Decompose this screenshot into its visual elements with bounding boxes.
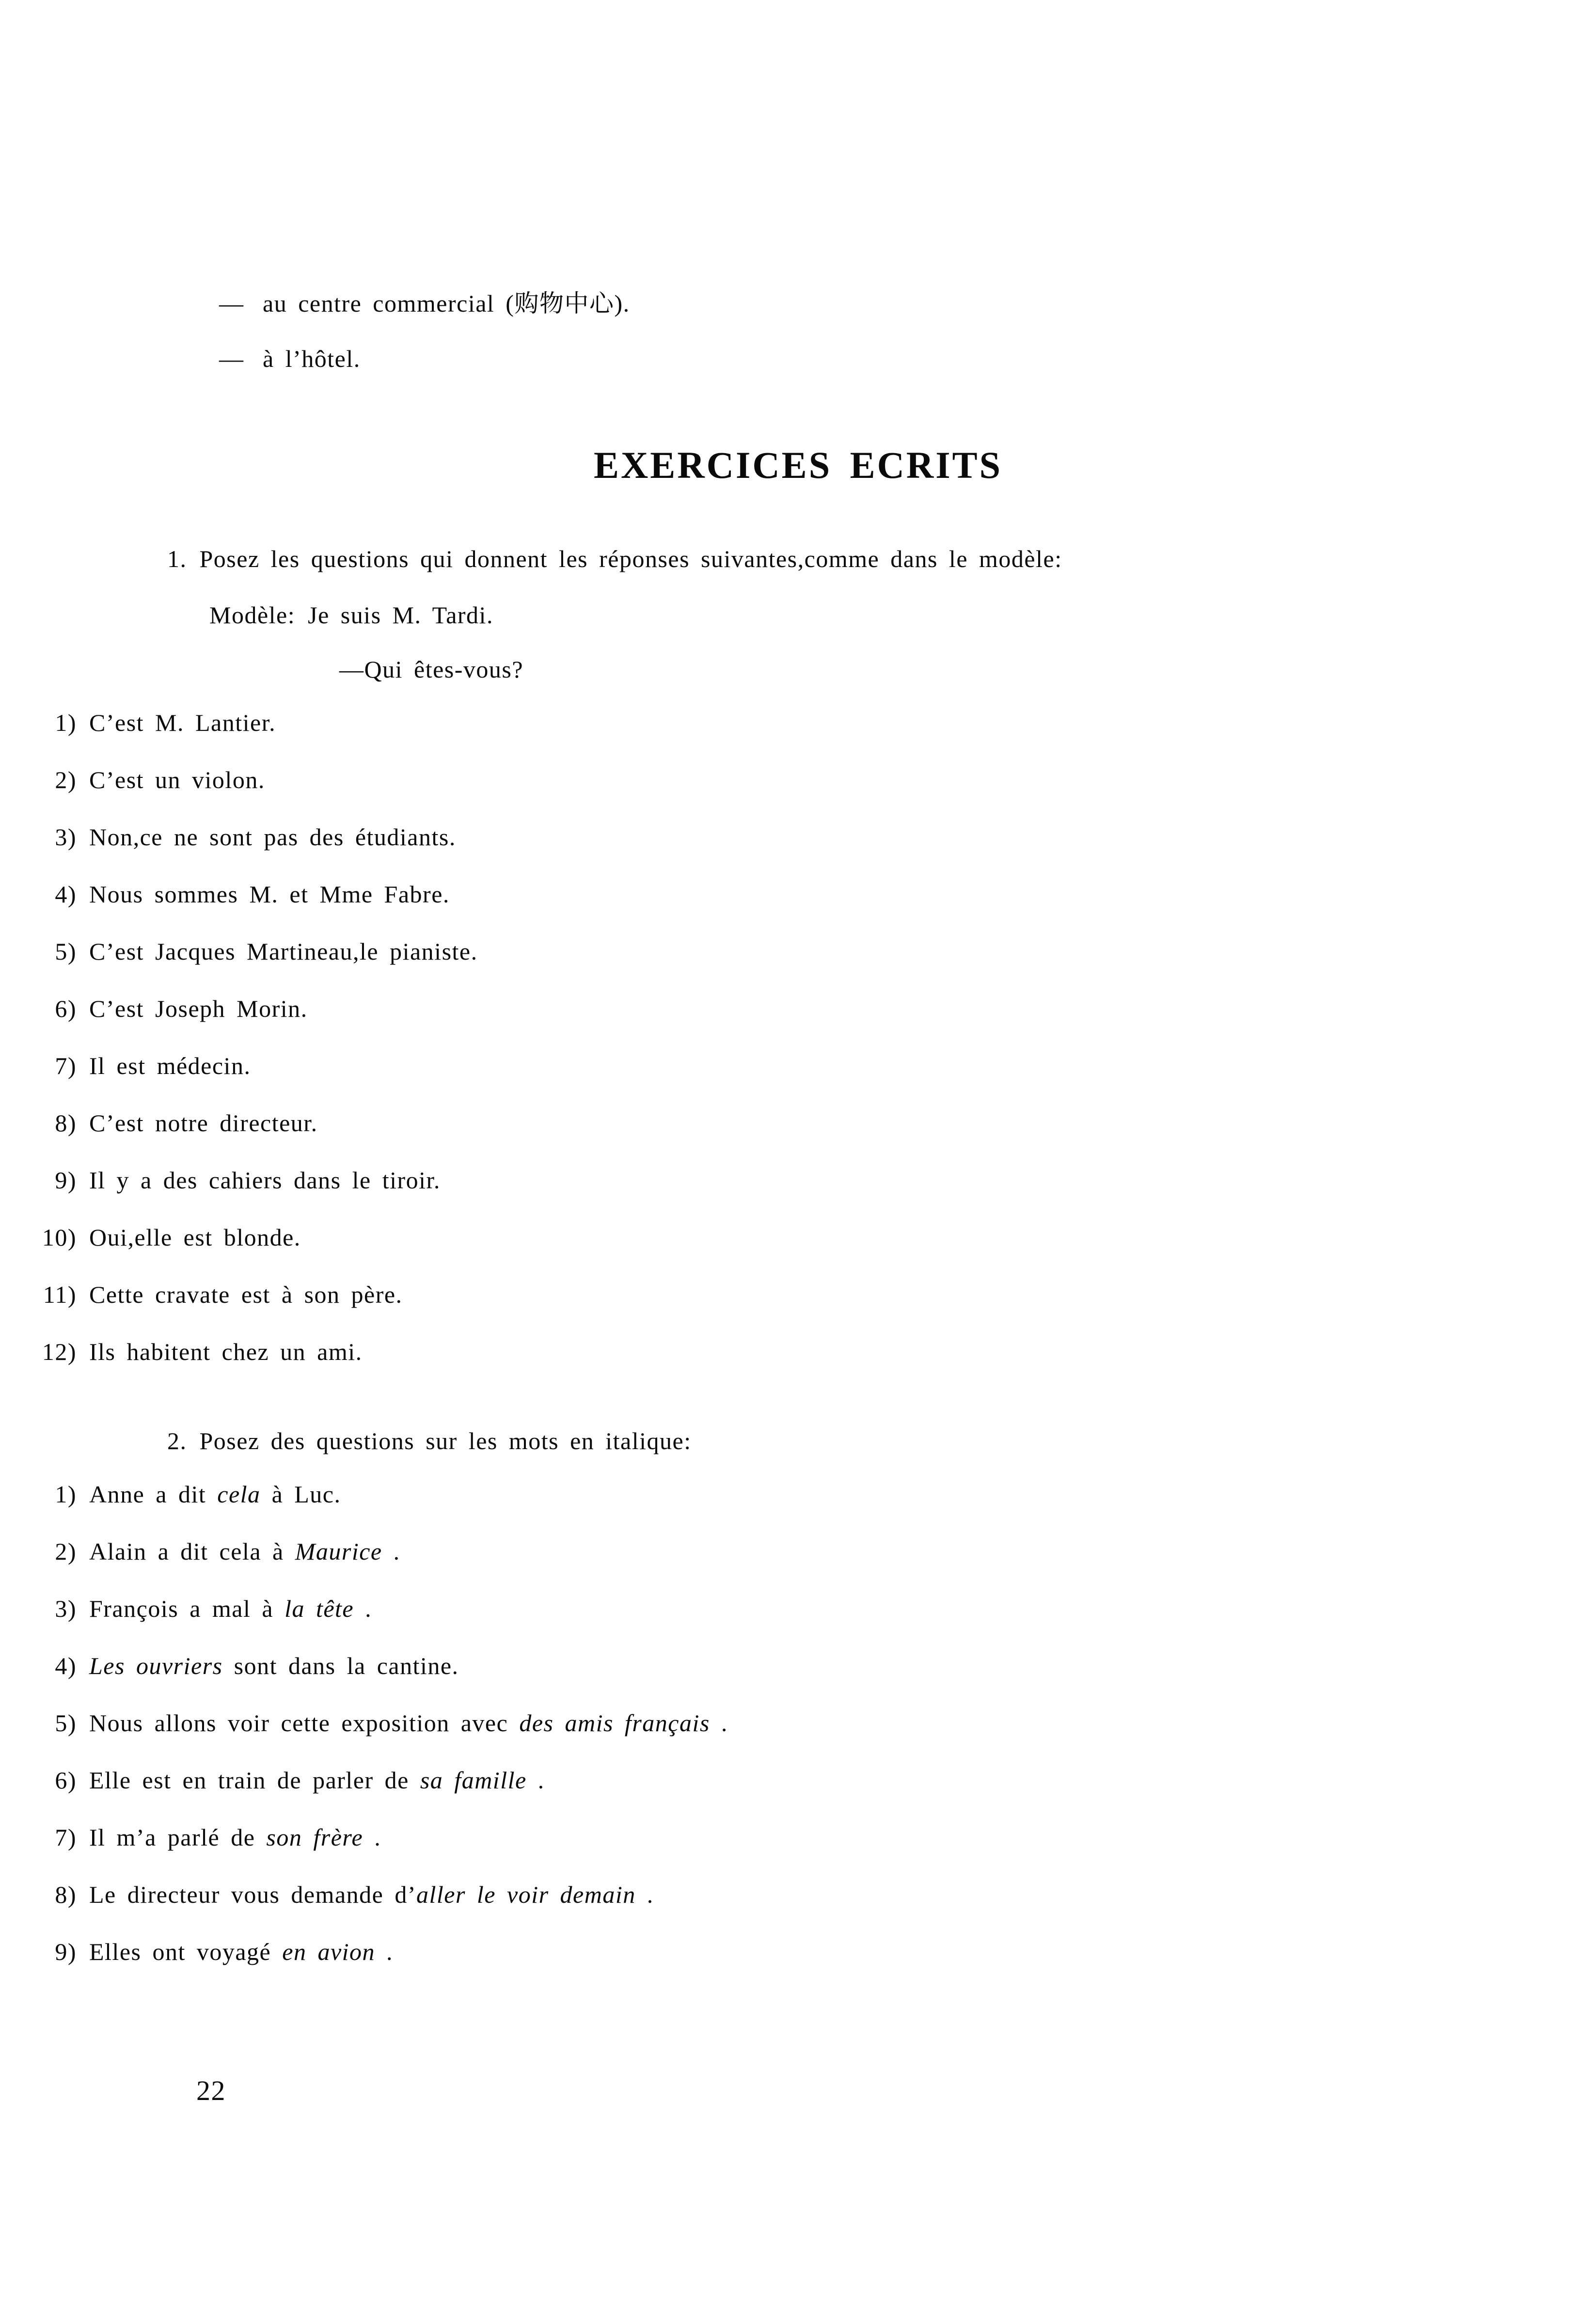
exercise-1-number: 1. — [167, 545, 187, 573]
item-number: 3) — [55, 823, 77, 851]
intro-answer-lines — [219, 0, 1596, 372]
exercise-2-item — [0, 1824, 1596, 1851]
item-text: Il y a des cahiers dans le tiroir. — [89, 1167, 441, 1194]
exercise-1-item — [0, 766, 1596, 793]
exercise-2 — [0, 1427, 1596, 1965]
exercise-2-item — [0, 1538, 1596, 1565]
item-text: Oui,elle est blonde. — [89, 1224, 301, 1251]
item-text: C’est un violon. — [89, 766, 265, 794]
exercise-1 — [0, 545, 1596, 1365]
item-text: Nous allons voir cette exposition avec des amis français . — [89, 1709, 728, 1737]
item-text: Il est médecin. — [89, 1052, 251, 1080]
item-number: 1) — [55, 1481, 77, 1508]
model-label: Modèle: — [209, 601, 296, 629]
exercise-2-item — [0, 1652, 1596, 1679]
item-number: 12) — [42, 1338, 77, 1366]
exercise-2-instruction: Posez des questions sur les mots en italique: — [199, 1427, 692, 1455]
item-number: 11) — [43, 1281, 77, 1309]
item-number: 6) — [55, 1767, 77, 1794]
item-text: à l’hôtel. — [263, 345, 361, 372]
item-text: Ils habitent chez un ami. — [89, 1338, 363, 1366]
item-text: Il m’a parlé de son frère . — [89, 1824, 381, 1851]
model-answer: —Qui êtes-vous? — [339, 656, 524, 683]
item-number: 10) — [42, 1224, 77, 1251]
item-text: Non,ce ne sont pas des étudiants. — [89, 823, 456, 851]
item-number: 9) — [55, 1938, 77, 1966]
item-number: 7) — [55, 1052, 77, 1080]
exercise-2-item — [0, 1709, 1596, 1737]
exercise-1-item — [0, 1167, 1596, 1194]
item-number: 9) — [55, 1167, 77, 1194]
item-text: au centre commercial (购物中心). — [263, 290, 630, 317]
item-text: Les ouvriers sont dans la cantine. — [89, 1652, 459, 1680]
page-number: 22 — [196, 2075, 226, 2106]
item-number: 4) — [55, 1652, 77, 1680]
item-text: Elle est en train de parler de sa famille . — [89, 1767, 545, 1794]
exercise-1-item — [0, 709, 1596, 736]
model-line — [209, 601, 1596, 629]
item-text: Cette cravate est à son père. — [89, 1281, 403, 1309]
item-text: Le directeur vous demande d’aller le voir demain . — [89, 1881, 654, 1909]
exercise-2-item — [0, 1595, 1596, 1622]
exercise-2-item — [0, 1881, 1596, 1908]
item-number: — — [219, 345, 244, 372]
exercise-1-item — [0, 938, 1596, 965]
exercise-2-number: 2. — [167, 1427, 187, 1455]
exercise-1-item — [0, 1338, 1596, 1365]
exercise-1-item — [0, 1052, 1596, 1079]
exercise-1-item — [0, 1224, 1596, 1251]
item-number: 2) — [55, 1538, 77, 1565]
item-number: 6) — [55, 995, 77, 1023]
item-text: C’est M. Lantier. — [89, 709, 276, 737]
exercise-2-item — [0, 1938, 1596, 1965]
exercise-1-instruction: Posez les questions qui donnent les réponses suivantes,comme dans le modèle: — [199, 545, 1062, 573]
exercise-2-item — [0, 1481, 1596, 1508]
exercise-1-item — [0, 823, 1596, 851]
exercise-2-title — [167, 1427, 1596, 1454]
model-text: Je suis M. Tardi. — [308, 601, 493, 629]
exercise-1-item — [0, 881, 1596, 908]
exercise-1-items — [0, 709, 1596, 1365]
item-text: C’est Joseph Morin. — [89, 995, 308, 1023]
item-text: François a mal à la tête . — [89, 1595, 372, 1623]
item-text: Anne a dit cela à Luc. — [89, 1481, 341, 1508]
exercise-1-item — [0, 1109, 1596, 1137]
item-number: 7) — [55, 1824, 77, 1851]
intro-line — [219, 345, 1596, 372]
item-number: 2) — [55, 766, 77, 794]
page-title: EXERCICES ECRITS — [593, 444, 1003, 486]
item-number: 4) — [55, 881, 77, 908]
exercise-1-item — [0, 1281, 1596, 1308]
item-text: Alain a dit cela à Maurice . — [89, 1538, 400, 1565]
intro-line — [219, 290, 1596, 317]
item-text: C’est notre directeur. — [89, 1109, 318, 1137]
exercise-1-item — [0, 995, 1596, 1022]
item-number: 5) — [55, 938, 77, 965]
exercise-2-items — [0, 1481, 1596, 1965]
item-text: C’est Jacques Martineau,le pianiste. — [89, 938, 478, 965]
item-number: 5) — [55, 1709, 77, 1737]
item-number: 8) — [55, 1109, 77, 1137]
item-number: — — [219, 290, 244, 317]
item-text: Nous sommes M. et Mme Fabre. — [89, 881, 450, 908]
exercise-1-title — [167, 545, 1596, 572]
item-number: 8) — [55, 1881, 77, 1909]
item-text: Elles ont voyagé en avion . — [89, 1938, 394, 1966]
item-number: 1) — [55, 709, 77, 737]
item-number: 3) — [55, 1595, 77, 1623]
exercise-2-item — [0, 1767, 1596, 1794]
